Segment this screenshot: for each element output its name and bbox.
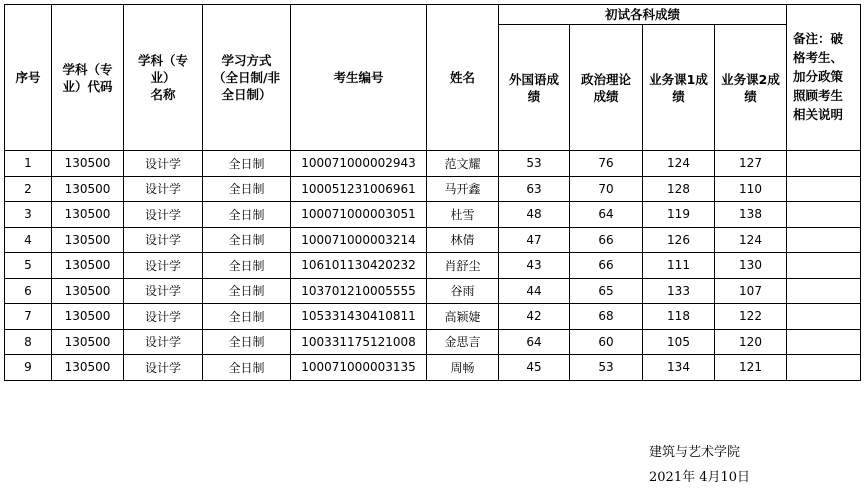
header-foreign-language: [499, 25, 570, 151]
cell-foreign-language: 43: [499, 253, 570, 279]
cell-major-course-1: 133: [643, 278, 715, 304]
table-row: [5, 176, 861, 202]
cell-name: 杜雪: [427, 202, 499, 228]
cell-notes: [787, 355, 861, 381]
cell-subject-name: 设计学: [124, 151, 203, 177]
cell-candidate-id: 100071000002943: [291, 151, 427, 177]
cell-notes: [787, 278, 861, 304]
header-text-line: 业务课2成: [721, 71, 780, 87]
header-text-line: 绩: [744, 88, 757, 104]
cell-seq: 8: [5, 329, 52, 355]
cell-subject-code: 130500: [52, 151, 124, 177]
cell-politics: 70: [570, 176, 643, 202]
cell-study-mode: 全日制: [203, 278, 291, 304]
cell-seq: 5: [5, 253, 52, 279]
header-text-line: （全日制/非: [212, 70, 281, 85]
cell-notes: [787, 227, 861, 253]
cell-study-mode: 全日制: [203, 151, 291, 177]
header-text-line: 相关说明: [793, 107, 844, 122]
cell-notes: [787, 253, 861, 279]
cell-name: 高颖婕: [427, 304, 499, 330]
header-text-line: 政治理论: [580, 71, 631, 87]
cell-study-mode: 全日制: [203, 176, 291, 202]
cell-major-course-1: 105: [643, 329, 715, 355]
header-major-course-1: [643, 25, 715, 151]
cell-subject-name: 设计学: [124, 202, 203, 228]
cell-subject-code: 130500: [52, 202, 124, 228]
cell-politics: 76: [570, 151, 643, 177]
cell-foreign-language: 47: [499, 227, 570, 253]
header-text-line: 全日制）: [221, 87, 272, 102]
header-major-course-2: [715, 25, 787, 151]
cell-foreign-language: 63: [499, 176, 570, 202]
table-body: [5, 151, 861, 381]
cell-study-mode: 全日制: [203, 227, 291, 253]
header-text-line: 备注：破: [793, 31, 844, 46]
table-row: [5, 253, 861, 279]
cell-subject-code: 130500: [52, 176, 124, 202]
cell-seq: 3: [5, 202, 52, 228]
table-row: [5, 227, 861, 253]
cell-subject-name: 设计学: [124, 253, 203, 279]
cell-study-mode: 全日制: [203, 304, 291, 330]
header-row-top: [5, 5, 861, 25]
cell-subject-name: 设计学: [124, 227, 203, 253]
cell-major-course-2: 110: [715, 176, 787, 202]
cell-name: 范文耀: [427, 151, 499, 177]
cell-politics: 66: [570, 227, 643, 253]
header-text-line: 外国语成: [508, 71, 559, 87]
cell-major-course-1: 124: [643, 151, 715, 177]
table-row: [5, 202, 861, 228]
header-candidate-id: 考生编号: [291, 5, 427, 151]
table-header: [5, 5, 861, 151]
header-text-line: 业务课1成: [649, 71, 708, 87]
cell-politics: 68: [570, 304, 643, 330]
cell-politics: 53: [570, 355, 643, 381]
table-row: [5, 151, 861, 177]
cell-subject-name: 设计学: [124, 329, 203, 355]
header-text-line: 学习方式: [221, 53, 272, 68]
cell-study-mode: 全日制: [203, 253, 291, 279]
table-row: [5, 278, 861, 304]
footer-college: 建筑与艺术学院: [649, 445, 741, 460]
cell-subject-code: 130500: [52, 355, 124, 381]
cell-notes: [787, 151, 861, 177]
cell-foreign-language: 44: [499, 278, 570, 304]
header-text-line: 加分政策: [793, 69, 844, 84]
cell-seq: 9: [5, 355, 52, 381]
header-text-line: 学科（专: [62, 61, 113, 77]
cell-major-course-2: 121: [715, 355, 787, 381]
cell-major-course-2: 130: [715, 253, 787, 279]
cell-foreign-language: 42: [499, 304, 570, 330]
header-text-line: 业）: [150, 70, 176, 85]
cell-study-mode: 全日制: [203, 202, 291, 228]
cell-candidate-id: 105331430410811: [291, 304, 427, 330]
header-text-line: 绩: [527, 88, 541, 104]
cell-subject-code: 130500: [52, 329, 124, 355]
cell-name: 周畅: [427, 355, 499, 381]
header-text-line: 业）代码: [62, 78, 113, 94]
header-name: 姓名: [427, 5, 499, 151]
cell-candidate-id: 100071000003135: [291, 355, 427, 381]
cell-subject-name: 设计学: [124, 355, 203, 381]
header-subject-code: [52, 5, 124, 151]
cell-major-course-2: 127: [715, 151, 787, 177]
header-text-line: 绩: [672, 88, 685, 104]
cell-notes: [787, 202, 861, 228]
header-text-line: 格考生、: [793, 50, 844, 65]
cell-seq: 2: [5, 176, 52, 202]
cell-name: 肖舒尘: [427, 253, 499, 279]
cell-candidate-id: 100331175121008: [291, 329, 427, 355]
table-row: [5, 355, 861, 381]
cell-subject-name: 设计学: [124, 304, 203, 330]
cell-major-course-2: 124: [715, 227, 787, 253]
header-study-mode: [203, 5, 291, 151]
cell-major-course-2: 138: [715, 202, 787, 228]
cell-politics: 66: [570, 253, 643, 279]
cell-seq: 4: [5, 227, 52, 253]
cell-major-course-2: 107: [715, 278, 787, 304]
cell-foreign-language: 48: [499, 202, 570, 228]
header-subject-name: [124, 5, 203, 151]
footer-date: 2021年 4月10日: [649, 470, 751, 485]
cell-subject-code: 130500: [52, 278, 124, 304]
table-row: [5, 329, 861, 355]
header-score-group: 初试各科成绩: [499, 5, 787, 25]
cell-subject-code: 130500: [52, 253, 124, 279]
cell-politics: 64: [570, 202, 643, 228]
cell-major-course-1: 126: [643, 227, 715, 253]
cell-foreign-language: 45: [499, 355, 570, 381]
cell-candidate-id: 100071000003214: [291, 227, 427, 253]
cell-candidate-id: 100051231006961: [291, 176, 427, 202]
header-text-line: 成绩: [593, 88, 619, 104]
cell-major-course-1: 128: [643, 176, 715, 202]
cell-major-course-2: 122: [715, 304, 787, 330]
cell-candidate-id: 103701210005555: [291, 278, 427, 304]
header-text-line: 学科（专: [137, 53, 188, 68]
cell-major-course-1: 118: [643, 304, 715, 330]
cell-name: 马开鑫: [427, 176, 499, 202]
cell-name: 林倩: [427, 227, 499, 253]
cell-seq: 1: [5, 151, 52, 177]
cell-foreign-language: 53: [499, 151, 570, 177]
cell-seq: 7: [5, 304, 52, 330]
cell-politics: 60: [570, 329, 643, 355]
cell-subject-name: 设计学: [124, 278, 203, 304]
cell-name: 金思言: [427, 329, 499, 355]
cell-politics: 65: [570, 278, 643, 304]
cell-subject-code: 130500: [52, 304, 124, 330]
cell-candidate-id: 100071000003051: [291, 202, 427, 228]
header-seq: 序号: [5, 5, 52, 151]
cell-subject-code: 130500: [52, 227, 124, 253]
cell-notes: [787, 176, 861, 202]
cell-study-mode: 全日制: [203, 355, 291, 381]
cell-seq: 6: [5, 278, 52, 304]
header-politics: [570, 25, 643, 151]
cell-major-course-1: 119: [643, 202, 715, 228]
score-table: [4, 4, 861, 381]
cell-name: 谷雨: [427, 278, 499, 304]
cell-major-course-1: 111: [643, 253, 715, 279]
cell-study-mode: 全日制: [203, 329, 291, 355]
cell-notes: [787, 304, 861, 330]
cell-foreign-language: 64: [499, 329, 570, 355]
cell-major-course-2: 120: [715, 329, 787, 355]
header-text-line: 照顾考生: [793, 88, 844, 103]
cell-candidate-id: 106101130420232: [291, 253, 427, 279]
cell-subject-name: 设计学: [124, 176, 203, 202]
cell-major-course-1: 134: [643, 355, 715, 381]
header-text-line: 名称: [150, 87, 176, 102]
table-row: [5, 304, 861, 330]
header-notes: [787, 5, 861, 151]
cell-notes: [787, 329, 861, 355]
